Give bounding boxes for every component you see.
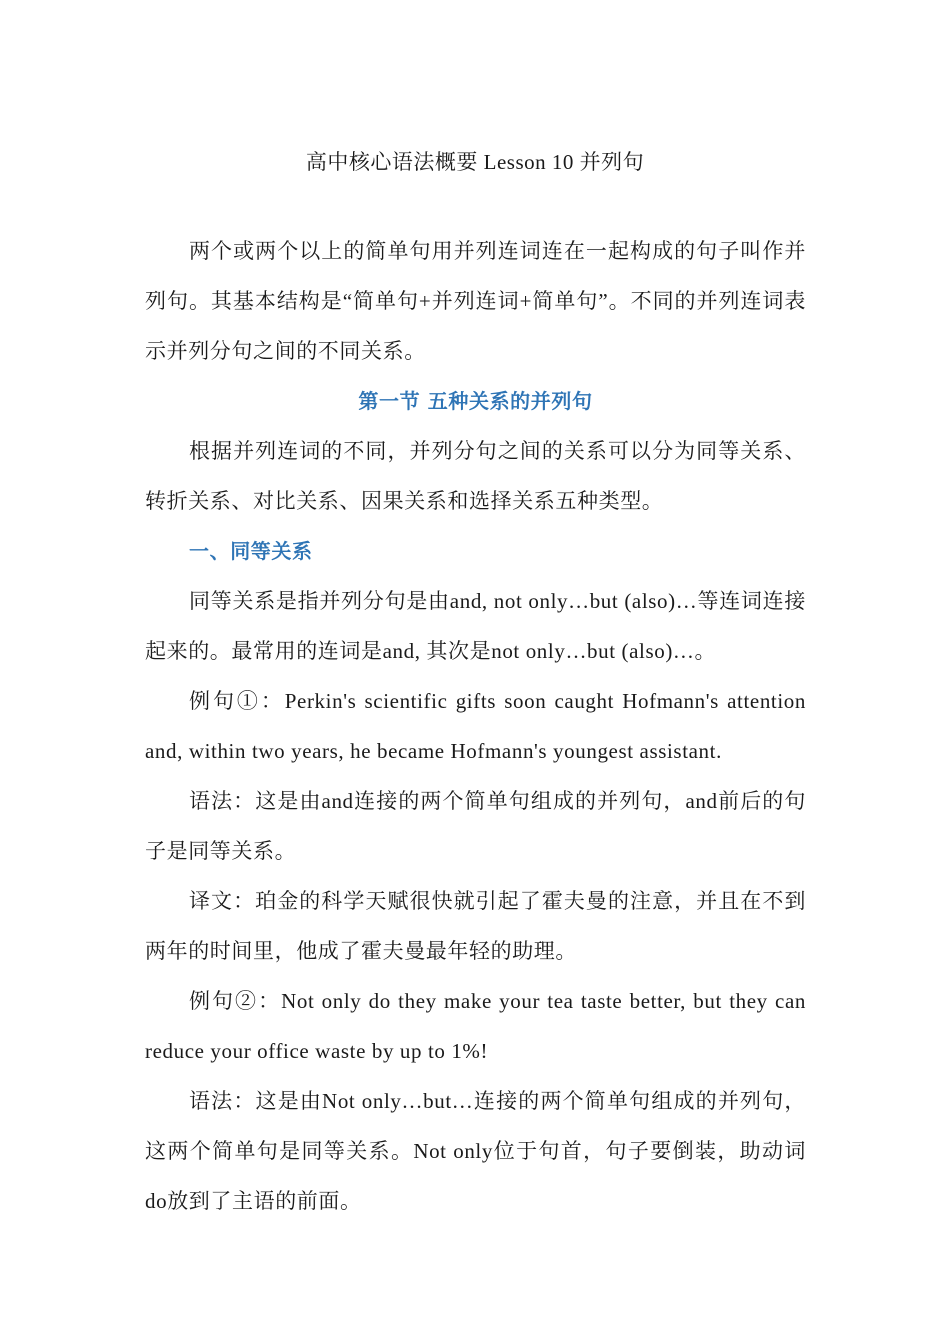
example-1-translation: 译文：珀金的科学天赋很快就引起了霍夫曼的注意，并且在不到两年的时间里，他成了霍夫曼最年轻的助理。	[145, 889, 806, 963]
subsection-heading: 一、同等关系	[189, 539, 313, 563]
section-heading: 第一节 五种关系的并列句	[358, 389, 593, 413]
example-1-sentence: 例句①：Perkin's scientific gifts soon caught Hofmann's attention and, within two years, he became Hofmann's youngest assistant.	[145, 689, 806, 763]
page-title: 高中核心语法概要 Lesson 10 并列句	[305, 150, 645, 174]
document-body	[145, 226, 806, 1226]
example-1-grammar: 语法：这是由and连接的两个简单句组成的并列句，and前后的句子是同等关系。	[145, 789, 806, 863]
example-2-sentence: 例句②：Not only do they make your tea taste better, but they can reduce your office waste by up to 1%!	[145, 989, 806, 1063]
intro-paragraph: 两个或两个以上的简单句用并列连词连在一起构成的句子叫作并列句。其基本结构是“简单句+并列连词+简单句”。不同的并列连词表示并列分句之间的不同关系。	[145, 239, 806, 363]
definition-paragraph: 同等关系是指并列分句是由and, not only…but (also)…等连词连接起来的。最常用的连词是and, 其次是not only…but (also)…。	[145, 589, 806, 663]
example-2-grammar: 语法：这是由Not only…but…连接的两个简单句组成的并列句，这两个简单句是同等关系。Not only位于句首，句子要倒装，助动词do放到了主语的前面。	[145, 1089, 806, 1213]
section-intro-paragraph: 根据并列连词的不同，并列分句之间的关系可以分为同等关系、转折关系、对比关系、因果关系和选择关系五种类型。	[145, 439, 806, 513]
